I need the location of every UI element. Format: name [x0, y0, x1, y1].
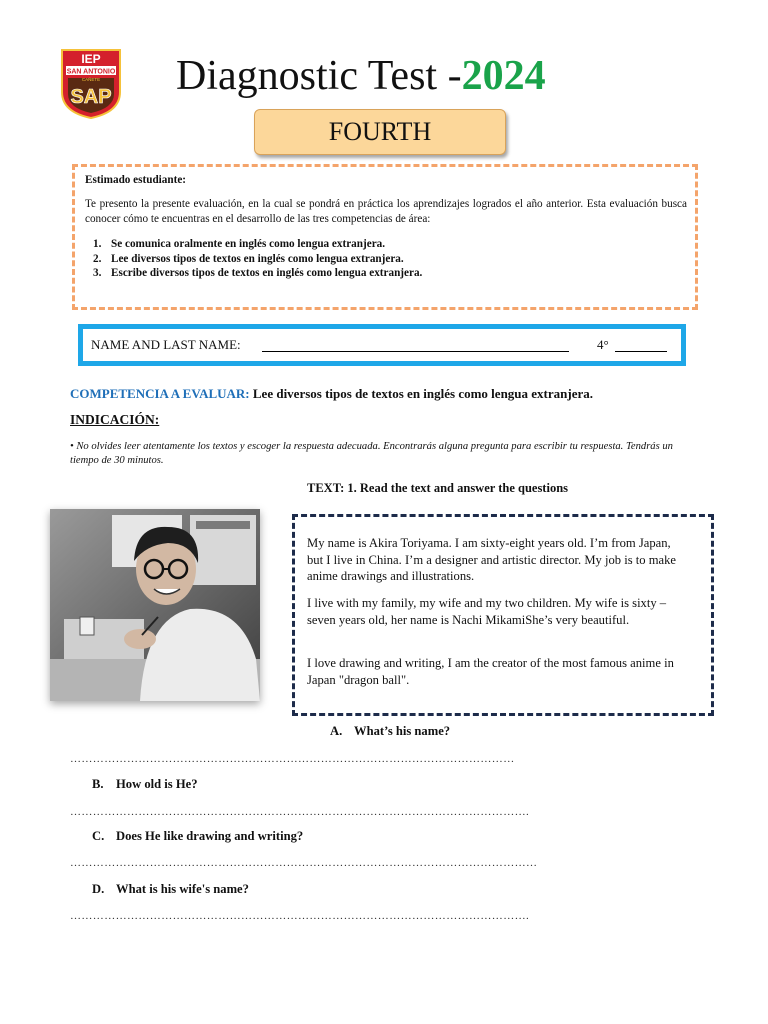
question-a: A. What’s his name?	[330, 724, 451, 738]
intro-greeting: Estimado estudiante:	[85, 174, 187, 186]
reading-paragraph: I love drawing and writing, I am the creator of the most famous anime in Japan "dragon ball".	[307, 656, 674, 687]
list-item: 2. Lee diversos tipos de textos en inglés como lengua extranjera.	[93, 252, 404, 265]
reading-text-box	[292, 514, 714, 716]
svg-text:SAN ANTONIO: SAN ANTONIO	[66, 68, 116, 76]
intro-box	[72, 164, 698, 310]
question-c: C. Does He like drawing and writing?	[92, 829, 304, 843]
school-logo	[60, 48, 122, 120]
answer-line-a[interactable]: ………………………………………………………………………………………………………	[70, 753, 515, 765]
answer-line-b[interactable]: ………………………………………………………………………………………………………….	[70, 806, 530, 818]
text-heading: TEXT: 1. Read the text and answer the questions	[307, 481, 569, 495]
title-year: 2024	[461, 53, 546, 99]
competencia-line	[70, 386, 593, 402]
svg-text:CAÑETE: CAÑETE	[81, 77, 101, 82]
grade-field[interactable]	[615, 351, 667, 352]
grade-banner: FOURTH	[254, 109, 506, 155]
reading-paragraph: My name is Akira Toriyama. I am sixty-eight years old. I’m from Japan, but I live in China. I’m a designer and artistic director. My job is to make anime drawings and illustrations.	[307, 536, 676, 583]
question-d: D. What is his wife's name?	[92, 882, 249, 896]
svg-text:SAP: SAP	[70, 86, 112, 108]
question-b: B. How old is He?	[92, 777, 198, 791]
competencia-value: Lee diversos tipos de textos en inglés como lengua extranjera.	[252, 386, 593, 401]
answer-line-d[interactable]: ………………………………………………………………………………………………………….	[70, 910, 530, 922]
list-item: 3. Escribe diversos tipos de textos en inglés como lengua extranjera.	[93, 267, 423, 279]
indicacion-note: • No olvides leer atentamente los textos y escoger la respuesta adecuada. Encontrarás alguna pregunta para escribir tu respuesta. Tendrás un tiempo de 30 minutos.	[70, 441, 673, 466]
title-text: Diagnostic Test -	[176, 53, 462, 99]
name-field[interactable]	[262, 351, 569, 352]
svg-text:IEP: IEP	[81, 52, 101, 66]
indicacion-heading: INDICACIÓN:	[70, 412, 160, 427]
reading-paragraph: I live with my family, my wife and my two children. My wife is sixty – seven years old, her name is Nachi MikamiShe’s very beautiful.	[307, 596, 667, 627]
competencia-label: COMPETENCIA A EVALUAR:	[70, 386, 250, 401]
answer-line-c[interactable]: ……………………………………………………………………………………………………………	[70, 857, 538, 869]
competency-list	[85, 237, 685, 281]
grade-label: 4°	[597, 337, 609, 352]
name-label: NAME AND LAST NAME:	[91, 337, 241, 352]
page-title	[176, 50, 546, 102]
student-name-box	[78, 324, 686, 366]
intro-body: Te presento la presente evaluación, en la cual se pondrá en práctica los aprendizajes logrados el año anterior. Esta evaluación busca conocer cómo te encuentras en el desarrollo de las tres competencias de área:	[85, 198, 687, 225]
list-item: 1. Se comunica oralmente en inglés como lengua extranjera.	[93, 238, 386, 250]
author-photo	[50, 509, 260, 701]
